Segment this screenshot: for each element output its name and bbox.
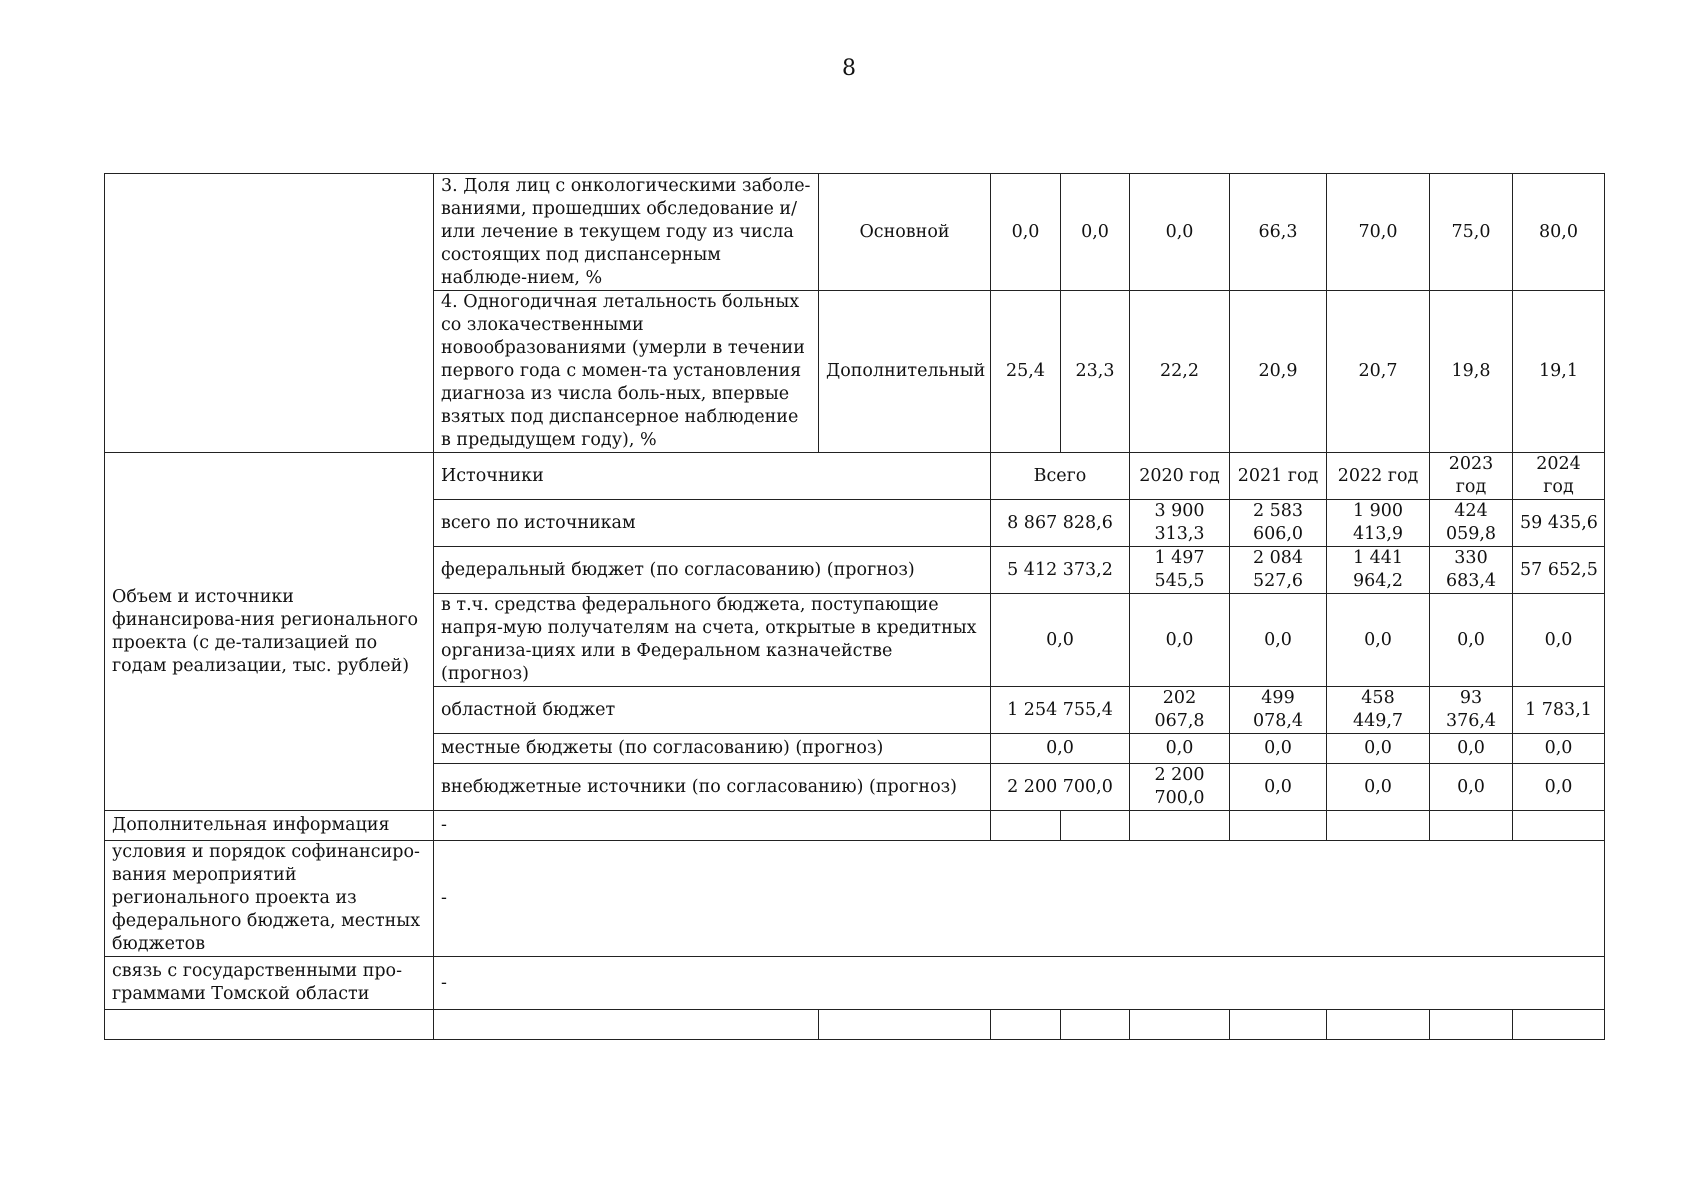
financing-value: 0,0 (1513, 734, 1605, 764)
financing-value: 0,0 (1327, 734, 1430, 764)
indicator-value: 25,4 (991, 291, 1061, 453)
empty-cell (1230, 811, 1327, 841)
financing-source: местные бюджеты (по согласованию) (прогноз) (434, 734, 991, 764)
indicator-name: 4. Одногодичная летальность больных со злокачественными новообразованиями (умерли в течении первого года с момен-та установления диагноза из числа боль-ных, впервые взятых под диспансерное наблюдение в предыдущем году), % (434, 291, 819, 453)
year-header: 2021 год (1230, 453, 1327, 500)
financing-total: 2 200 700,0 (991, 764, 1130, 811)
empty-cell (819, 1010, 991, 1040)
indicator-value: 0,0 (1061, 174, 1130, 291)
financing-value: 2 084 527,6 (1230, 547, 1327, 594)
financing-value: 2 583 606,0 (1230, 500, 1327, 547)
financing-value: 0,0 (1430, 764, 1513, 811)
year-header: 2024 год (1513, 453, 1605, 500)
indicator-value: 70,0 (1327, 174, 1430, 291)
financing-value: 499 078,4 (1230, 687, 1327, 734)
indicator-value: 0,0 (991, 174, 1061, 291)
financing-source: всего по источникам (434, 500, 991, 547)
indicator-type: Дополнительный (819, 291, 991, 453)
financing-label: Объем и источники финансирова-ния регионального проекта (с де-тализацией по годам реализации, тыс. рублей) (105, 453, 434, 811)
indicator-value: 19,8 (1430, 291, 1513, 453)
cofinancing-row (105, 841, 1605, 957)
financing-value: 1 441 964,2 (1327, 547, 1430, 594)
empty-cell (434, 1010, 819, 1040)
financing-value: 330 683,4 (1430, 547, 1513, 594)
cofinancing-label: условия и порядок софинансиро-вания мероприятий регионального проекта из федерального бюджета, местных бюджетов (105, 841, 434, 957)
indicator-name: 3. Доля лиц с онкологическими заболе-ваниями, прошедших обследование и/или лечение в текущем году из числа состоящих под диспансерным наблюде-нием, % (434, 174, 819, 291)
empty-cell (991, 1010, 1061, 1040)
financing-value: 202 067,8 (1130, 687, 1230, 734)
empty-row (105, 1010, 1605, 1040)
financing-value: 57 652,5 (1513, 547, 1605, 594)
empty-cell (1061, 811, 1130, 841)
empty-cell (1513, 811, 1605, 841)
empty-cell (1513, 1010, 1605, 1040)
financing-total: 8 867 828,6 (991, 500, 1130, 547)
financing-total: 5 412 373,2 (991, 547, 1130, 594)
indicator-value: 20,9 (1230, 291, 1327, 453)
empty-cell (105, 1010, 434, 1040)
financing-source: областной бюджет (434, 687, 991, 734)
indicator-value: 0,0 (1130, 174, 1230, 291)
empty-cell (1327, 811, 1430, 841)
financing-value: 0,0 (1513, 594, 1605, 687)
year-header: 2023 год (1430, 453, 1513, 500)
cofinancing-value: - (434, 841, 1605, 957)
financing-header-row (105, 453, 1605, 500)
financing-total: 0,0 (991, 734, 1130, 764)
financing-source: в т.ч. средства федерального бюджета, поступающие напря-мую получателям на счета, открытые в кредитных организа-циях или в Федеральном казначействе (прогноз) (434, 594, 991, 687)
financing-value: 0,0 (1230, 764, 1327, 811)
programs-link-row (105, 957, 1605, 1010)
financing-total: 1 254 755,4 (991, 687, 1130, 734)
additional-info-value: - (434, 811, 991, 841)
indicator-value: 80,0 (1513, 174, 1605, 291)
indicator-value: 66,3 (1230, 174, 1327, 291)
financing-total-header: Всего (991, 453, 1130, 500)
financing-value: 0,0 (1513, 764, 1605, 811)
empty-cell (1130, 1010, 1230, 1040)
page-number: 8 (842, 56, 856, 81)
financing-value: 0,0 (1130, 734, 1230, 764)
financing-value: 0,0 (1230, 594, 1327, 687)
financing-value: 1 783,1 (1513, 687, 1605, 734)
empty-label-cell (105, 174, 434, 453)
year-header: 2022 год (1327, 453, 1430, 500)
programs-link-value: - (434, 957, 1605, 1010)
additional-info-row (105, 811, 1605, 841)
financing-source: федеральный бюджет (по согласованию) (прогноз) (434, 547, 991, 594)
financing-value: 0,0 (1130, 594, 1230, 687)
programs-link-label: связь с государственными про-граммами Томской области (105, 957, 434, 1010)
financing-total: 0,0 (991, 594, 1130, 687)
financing-value: 0,0 (1327, 594, 1430, 687)
financing-value: 59 435,6 (1513, 500, 1605, 547)
indicator-value: 20,7 (1327, 291, 1430, 453)
financing-value: 0,0 (1430, 594, 1513, 687)
empty-cell (991, 811, 1061, 841)
indicator-value: 19,1 (1513, 291, 1605, 453)
passport-table (104, 173, 1605, 1040)
indicator-row (105, 174, 1605, 291)
financing-value: 424 059,8 (1430, 500, 1513, 547)
financing-value: 0,0 (1327, 764, 1430, 811)
empty-cell (1061, 1010, 1130, 1040)
financing-sources-header: Источники (434, 453, 991, 500)
indicator-type: Основной (819, 174, 991, 291)
financing-value: 1 497 545,5 (1130, 547, 1230, 594)
empty-cell (1130, 811, 1230, 841)
empty-cell (1430, 811, 1513, 841)
financing-value: 2 200 700,0 (1130, 764, 1230, 811)
financing-value: 3 900 313,3 (1130, 500, 1230, 547)
financing-value: 458 449,7 (1327, 687, 1430, 734)
indicator-value: 22,2 (1130, 291, 1230, 453)
indicator-value: 75,0 (1430, 174, 1513, 291)
financing-value: 0,0 (1230, 734, 1327, 764)
financing-source: внебюджетные источники (по согласованию) (прогноз) (434, 764, 991, 811)
year-header: 2020 год (1130, 453, 1230, 500)
indicator-value: 23,3 (1061, 291, 1130, 453)
financing-value: 1 900 413,9 (1327, 500, 1430, 547)
empty-cell (1430, 1010, 1513, 1040)
financing-value: 0,0 (1430, 734, 1513, 764)
empty-cell (1230, 1010, 1327, 1040)
empty-cell (1327, 1010, 1430, 1040)
financing-value: 93 376,4 (1430, 687, 1513, 734)
additional-info-label: Дополнительная информация (105, 811, 434, 841)
